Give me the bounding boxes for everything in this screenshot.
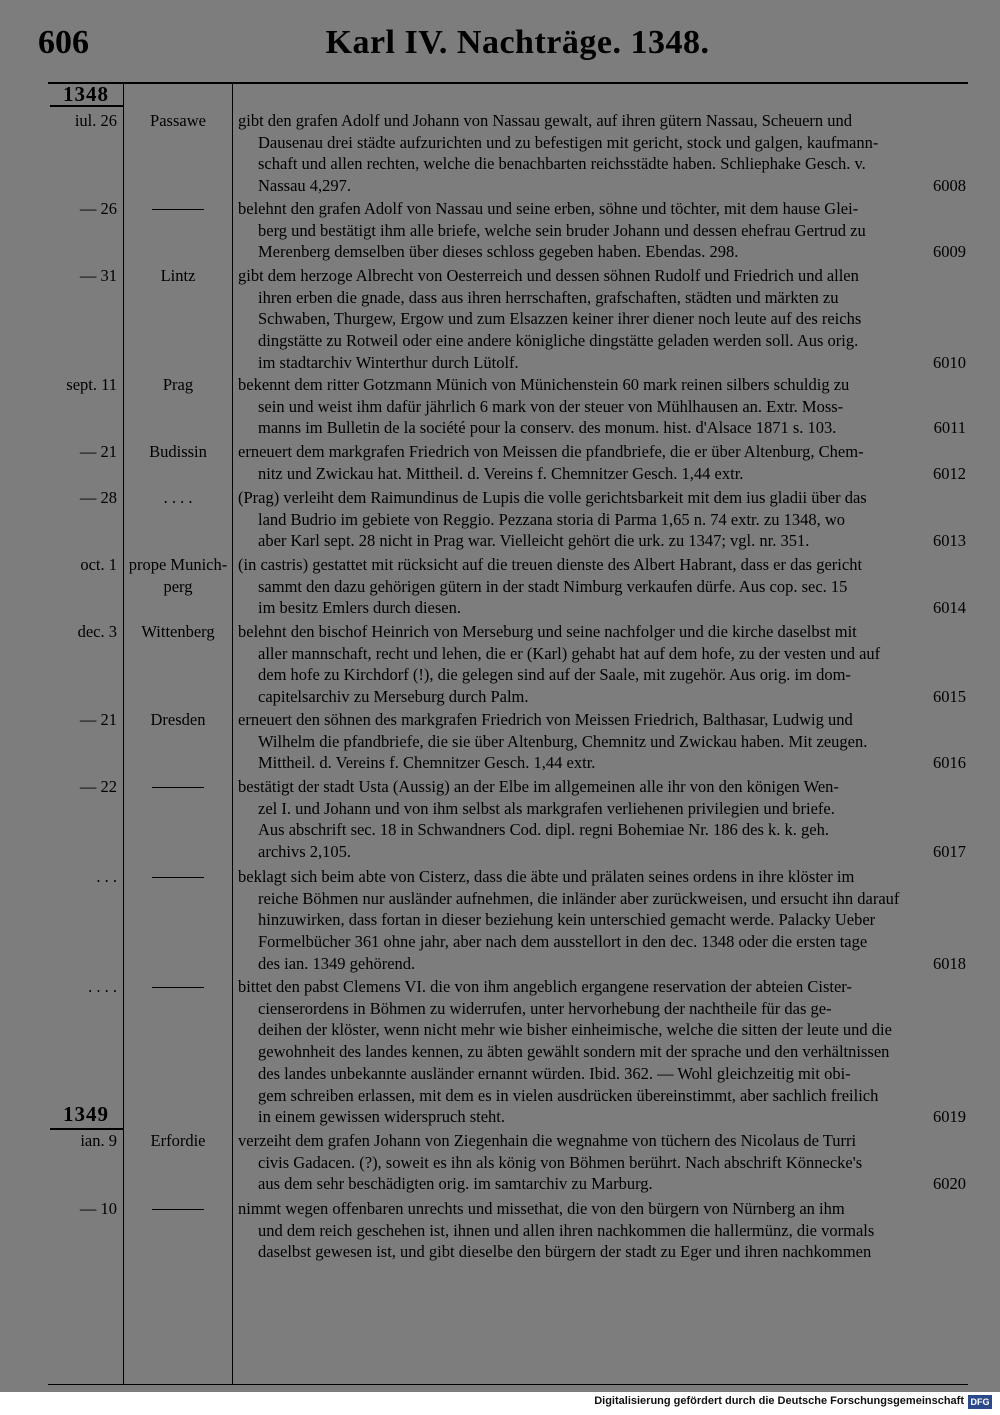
entry-text-line	[238, 976, 966, 998]
entry-text-line-content: capitelsarchiv zu Merseburg durch Palm.	[258, 687, 529, 707]
year-label-1349: 1349	[63, 1102, 109, 1126]
entry-text-line	[238, 509, 966, 531]
entry-text-line-content: Dausenau drei städte aufzurichten und zu befestigen mit gericht, stock und galgen, kaufmann-	[258, 132, 879, 152]
entry-number: 6017	[933, 842, 966, 862]
entry-text-line	[238, 153, 966, 175]
entry-number: 6020	[933, 1174, 966, 1194]
entry-text-line-content: Wilhelm die pfandbriefe, die sie über Altenburg, Chemnitz und Zwickau haben. Mit zeugen.	[258, 731, 868, 751]
entry-text	[238, 976, 966, 1128]
entry-text-line	[238, 1241, 966, 1263]
entry-text-line	[238, 287, 966, 309]
entry-place: Prag	[162, 375, 194, 394]
entry-text-line	[238, 417, 966, 439]
entry-text	[238, 1130, 966, 1195]
entry-text-line	[238, 132, 966, 154]
column-rule-date	[123, 84, 124, 1384]
entry-text-line	[238, 866, 966, 888]
entry-number: 6018	[933, 953, 966, 973]
entry-text-line-content: im stadtarchiv Winterthur durch Lütolf.	[258, 352, 519, 372]
entry-number: 6016	[933, 753, 966, 773]
entry-text-line-content: schaft und allen rechten, welche die benachbarten reichsstädte haben. Schliephake Gesch. v.	[258, 154, 866, 174]
entry-text-line	[238, 841, 966, 863]
entry-text-line-content: dingstätte zu Rotweil oder eine andere königliche dingstätte geladen werden soll. Aus orig.	[258, 331, 859, 351]
entry-text-line-content: (in castris) gestattet mit rücksicht auf die treuen dienste des Albert Habrant, dass er das gericht	[238, 555, 863, 574]
entry-text-line	[238, 1085, 966, 1107]
entry-text-line-content: nimmt wegen offenbaren unrechts und missethat, die von den bürgern von Nürnberg an ihm	[238, 1199, 845, 1218]
entry-text-line	[238, 597, 966, 619]
entry-text-line-content: erneuert den söhnen des markgrafen Friedrich von Meissen Friedrich, Balthasar, Ludwig und	[238, 710, 853, 729]
entry-text-line	[238, 1041, 966, 1063]
entry-text-line-content: land Budrio im gebiete von Reggio. Pezzana storia di Parma 1,65 n. 74 extr. zu 1348, wo	[258, 509, 846, 529]
entry-text-line	[238, 709, 966, 731]
entry-text-line	[238, 1106, 966, 1128]
entry-text-line-content: zel I. und Johann und von ihm selbst als markgrafen verliehenen privilegien und briefe.	[258, 798, 835, 818]
entry-text-line	[238, 664, 966, 686]
entry-place: Passawe	[150, 111, 206, 130]
entry-place: Erfordie	[150, 1131, 206, 1150]
entry-date: iul. 26	[74, 111, 117, 130]
entry-text-line	[238, 931, 966, 953]
entry-number: 6010	[933, 352, 966, 372]
entry-text-line-content: sammt den dazu gehörigen gütern in der stadt Nimburg verkaufen dürfe. Aus cop. sec. 15	[258, 576, 848, 596]
entry-text	[238, 554, 966, 619]
entry-text	[238, 776, 966, 863]
entry-text-line	[238, 686, 966, 708]
entry-text-line	[238, 731, 966, 753]
entry-text-line-content: Schwaben, Thurgew, Ergow und zum Elsazzen keiner ihrer diener noch leute auf des reichs	[258, 309, 862, 329]
entry-text-line-content: bestätigt der stadt Usta (Aussig) an der Elbe im allgemeinen alle ihr von den königen Wen-	[238, 777, 839, 796]
entry-text-line	[238, 953, 966, 975]
entry-place: Lintz	[160, 266, 196, 285]
entry-text-line-content: aber Karl sept. 28 nicht in Prag war. Vielleicht gehört die urk. zu 1347; vgl. nr. 351.	[258, 531, 810, 551]
entry-text-line	[238, 441, 966, 463]
entry-text-line-content: sein und weist ihm dafür jährlich 6 mark von der steuer von Mühlhausen an. Extr. Moss-	[258, 396, 844, 416]
entry-text-line	[238, 175, 966, 197]
entry-text-line	[238, 798, 966, 820]
entry-text	[238, 1198, 966, 1263]
header-rule	[48, 82, 968, 84]
entry-text-line	[238, 888, 966, 910]
entry-text-line	[238, 198, 966, 220]
entry-text-line	[238, 576, 966, 598]
entry-text-line-content: manns im Bulletin de la société pour la conserv. des monum. hist. d'Alsace 1871 s. 103.	[258, 418, 837, 438]
entry-number: 6008	[933, 176, 966, 196]
entry-text-line	[238, 998, 966, 1020]
entry-date: — 21	[79, 442, 117, 461]
place-ditto-rule	[152, 877, 204, 878]
entry-place: . . . .	[163, 488, 193, 507]
entry-text	[238, 110, 966, 197]
entry-text-line	[238, 554, 966, 576]
running-head: Karl IV. Nachträge. 1348.	[325, 24, 710, 61]
entry-text	[238, 374, 966, 439]
entry-text-line	[238, 1152, 966, 1174]
place-ditto-rule	[152, 1209, 204, 1210]
entry-text-line-content: im besitz Emlers durch diesen.	[258, 598, 461, 618]
dfg-logo: DFG	[968, 1395, 992, 1409]
entry-text-line	[238, 220, 966, 242]
entry-text	[238, 265, 966, 374]
entry-date: — 10	[79, 1199, 117, 1218]
entry-text-line-content: gewohnheit des landes kennen, zu äbten gewählt sondern mit der sprache und den verhältnissen	[258, 1042, 890, 1062]
entry-text-line	[238, 265, 966, 287]
entry-place: Budissin	[149, 442, 207, 461]
entry-text-line-content: daselbst gewesen ist, und gibt dieselbe den bürgern der stadt zu Eger und ihren nachkommen	[258, 1242, 872, 1262]
entry-date: . . . .	[88, 977, 117, 996]
entry-text-line-content: gibt dem herzoge Albrecht von Oesterreich und dessen söhnen Rudolf und Friedrich und allen	[238, 266, 859, 285]
entry-date: — 26	[79, 199, 117, 218]
entry-text-line	[238, 819, 966, 841]
entry-text-line-content: ihren erben die gnade, dass aus ihren herrschaften, grafschaften, städten und märkten zu	[258, 287, 839, 307]
entry-text-line-content: berg und bestätigt ihm alle briefe, welche sein bruder Johann und dessen ehefrau Gertrud zu	[258, 220, 866, 240]
entry-text-line-content: aller mannschaft, recht und lehen, die er (Karl) gehabt hat auf dem hofe, zu der vesten und auf	[258, 643, 881, 663]
entry-text-line	[238, 1198, 966, 1220]
entry-text-line-content: archivs 2,105.	[258, 842, 352, 862]
entry-date: — 31	[79, 266, 117, 285]
entry-text-line-content: cienserordens in Böhmen zu widerrufen, unter hervorhebung der nachtheile für das ge-	[258, 998, 832, 1018]
entry-number: 6009	[933, 242, 966, 262]
entry-text-line	[238, 308, 966, 330]
entry-text-line-content: gibt den grafen Adolf und Johann von Nassau gewalt, auf ihren gütern Nassau, Scheuern und	[238, 111, 853, 130]
entry-text-line-content: des landes unbekannte ausländer ernannt würden. Ibid. 362. — Wohl gleichzeitig mit obi-	[258, 1063, 851, 1083]
entry-text-line	[238, 330, 966, 352]
entry-text	[238, 487, 966, 552]
entry-date: oct. 1	[80, 555, 117, 574]
entry-number: 6019	[933, 1107, 966, 1127]
entry-date: . . .	[96, 867, 117, 886]
entry-text	[238, 441, 966, 484]
entry-number: 6014	[933, 598, 966, 618]
place-ditto-rule	[152, 209, 204, 210]
entry-text-line	[238, 752, 966, 774]
entry-text-line	[238, 1220, 966, 1242]
year-label-1348: 1348	[63, 82, 109, 106]
entry-date: — 21	[79, 710, 117, 729]
entry-text-line	[238, 643, 966, 665]
entry-text-line	[238, 241, 966, 263]
entry-text-line	[238, 374, 966, 396]
entry-text-line-content: aus dem sehr beschädigten orig. im samtarchiv zu Marburg.	[258, 1174, 653, 1194]
entry-number: 6013	[933, 531, 966, 551]
entry-place: prope Munich-perg	[128, 555, 228, 596]
page-number: 606	[38, 24, 89, 61]
entry-text-line-content: in einem gewissen widerspruch steht.	[258, 1107, 505, 1127]
entry-text-line	[238, 1063, 966, 1085]
entry-number: 6015	[933, 687, 966, 707]
entry-number: 6012	[933, 463, 966, 483]
entry-text-line	[238, 1173, 966, 1195]
entry-text-line-content: beklagt sich beim abte von Cisterz, dass die äbte und prälaten seines ordens in ihre klöster im	[238, 867, 855, 886]
entry-place: Wittenberg	[141, 622, 215, 641]
entry-text	[238, 621, 966, 708]
entry-text	[238, 198, 966, 263]
entry-date: sept. 11	[66, 375, 117, 394]
entry-text-line	[238, 621, 966, 643]
entry-text	[238, 866, 966, 975]
footer	[0, 1392, 1000, 1415]
entry-text-line	[238, 396, 966, 418]
entry-text-line	[238, 530, 966, 552]
entry-number: 6011	[933, 418, 966, 438]
place-ditto-rule	[152, 987, 204, 988]
entry-text-line	[238, 1019, 966, 1041]
entry-text-line-content: nitz und Zwickau hat. Mittheil. d. Vereins f. Chemnitzer Gesch. 1,44 extr.	[258, 463, 744, 483]
entry-text-line	[238, 1130, 966, 1152]
entry-text-line-content: Aus abschrift sec. 18 in Schwandners Cod. dipl. regni Bohemiae Nr. 186 des k. k. geh.	[258, 820, 829, 840]
entry-text-line-content: gem schreiben erlassen, mit dem es in vielen ausdrücken übereinstimmt, aber sachlich freilich	[258, 1085, 879, 1105]
bottom-rule	[48, 1384, 968, 1385]
entry-text-line	[238, 909, 966, 931]
entry-text-line	[238, 352, 966, 374]
entry-text-line	[238, 776, 966, 798]
place-ditto-rule	[152, 787, 204, 788]
entry-date: — 28	[79, 488, 117, 507]
entry-text-line-content: verzeiht dem grafen Johann von Ziegenhain die wegnahme von tüchern des Nicolaus de Turri	[238, 1131, 857, 1150]
entry-text-line	[238, 463, 966, 485]
entry-text-line-content: und dem reich geschehen ist, ihnen und allen ihren nachkommen die hallermünz, die vormals	[258, 1220, 875, 1240]
entry-text-line-content: deihen der klöster, wenn nicht mehr wie bisher einheimische, welche die sitten der leute und die	[258, 1020, 892, 1040]
entry-text-line-content: belehnt den bischof Heinrich von Merseburg und seine nachfolger und die kirche daselbst mit	[238, 622, 857, 641]
entry-text-line-content: bekennt dem ritter Gotzmann Münich von Münichenstein 60 mark reinen silbers schuldig zu	[238, 375, 850, 394]
entry-text-line-content: Merenberg demselben über dieses schloss gegeben haben. Ebendas. 298.	[258, 242, 739, 262]
footer-credit: Digitalisierung gefördert durch die Deutsche Forschungsgemeinschaft	[594, 1395, 964, 1407]
entry-text-line-content: dem hofe zu Kirchdorf (!), die gelegen sind auf der Saale, mit zugehör. Aus orig. im dom-	[258, 665, 851, 685]
entry-text-line-content: civis Gadacen. (?), soweit es ihn als könig von Böhmen berührt. Nach abschrift Könnecke's	[258, 1152, 863, 1172]
entry-text-line-content: Formelbücher 361 ohne jahr, aber nach dem ausstellort in den dec. 1348 oder die ersten tage	[258, 932, 868, 952]
entry-date: dec. 3	[77, 622, 117, 641]
entry-text-line-content: erneuert dem markgrafen Friedrich von Meissen die pfandbriefe, die er über Altenburg, Chem-	[238, 442, 864, 461]
entry-text	[238, 709, 966, 774]
entry-text-line-content: (Prag) verleiht dem Raimundinus de Lupis die volle gerichtsbarkeit mit dem ius gladii über das	[238, 488, 867, 507]
entry-place: Dresden	[150, 710, 206, 729]
entry-date: ian. 9	[80, 1131, 117, 1150]
entry-text-line	[238, 110, 966, 132]
entry-text-line	[238, 487, 966, 509]
entry-text-line-content: bittet den pabst Clemens VI. die von ihm angeblich ergangene reservation der abteien Cister-	[238, 977, 852, 996]
entry-text-line-content: hinzuwirken, dass fortan in dieser beziehung kein unterschied gemacht werde. Palacky Ueber	[258, 910, 876, 930]
entry-date: — 22	[79, 777, 117, 796]
entry-text-line-content: des ian. 1349 gehörend.	[258, 953, 416, 973]
entry-text-line-content: reiche Böhmen nur ausländer aufnehmen, die inländer aber zurückweisen, und ersucht ihn darauf	[258, 888, 900, 908]
column-rule-place	[232, 84, 233, 1384]
entry-text-line-content: belehnt den grafen Adolf von Nassau und seine erben, söhne und töchter, mit dem hause Glei-	[238, 199, 859, 218]
entry-text-line-content: Nassau 4,297.	[258, 176, 352, 196]
entry-text-line-content: Mittheil. d. Vereins f. Chemnitzer Gesch. 1,44 extr.	[258, 753, 596, 773]
